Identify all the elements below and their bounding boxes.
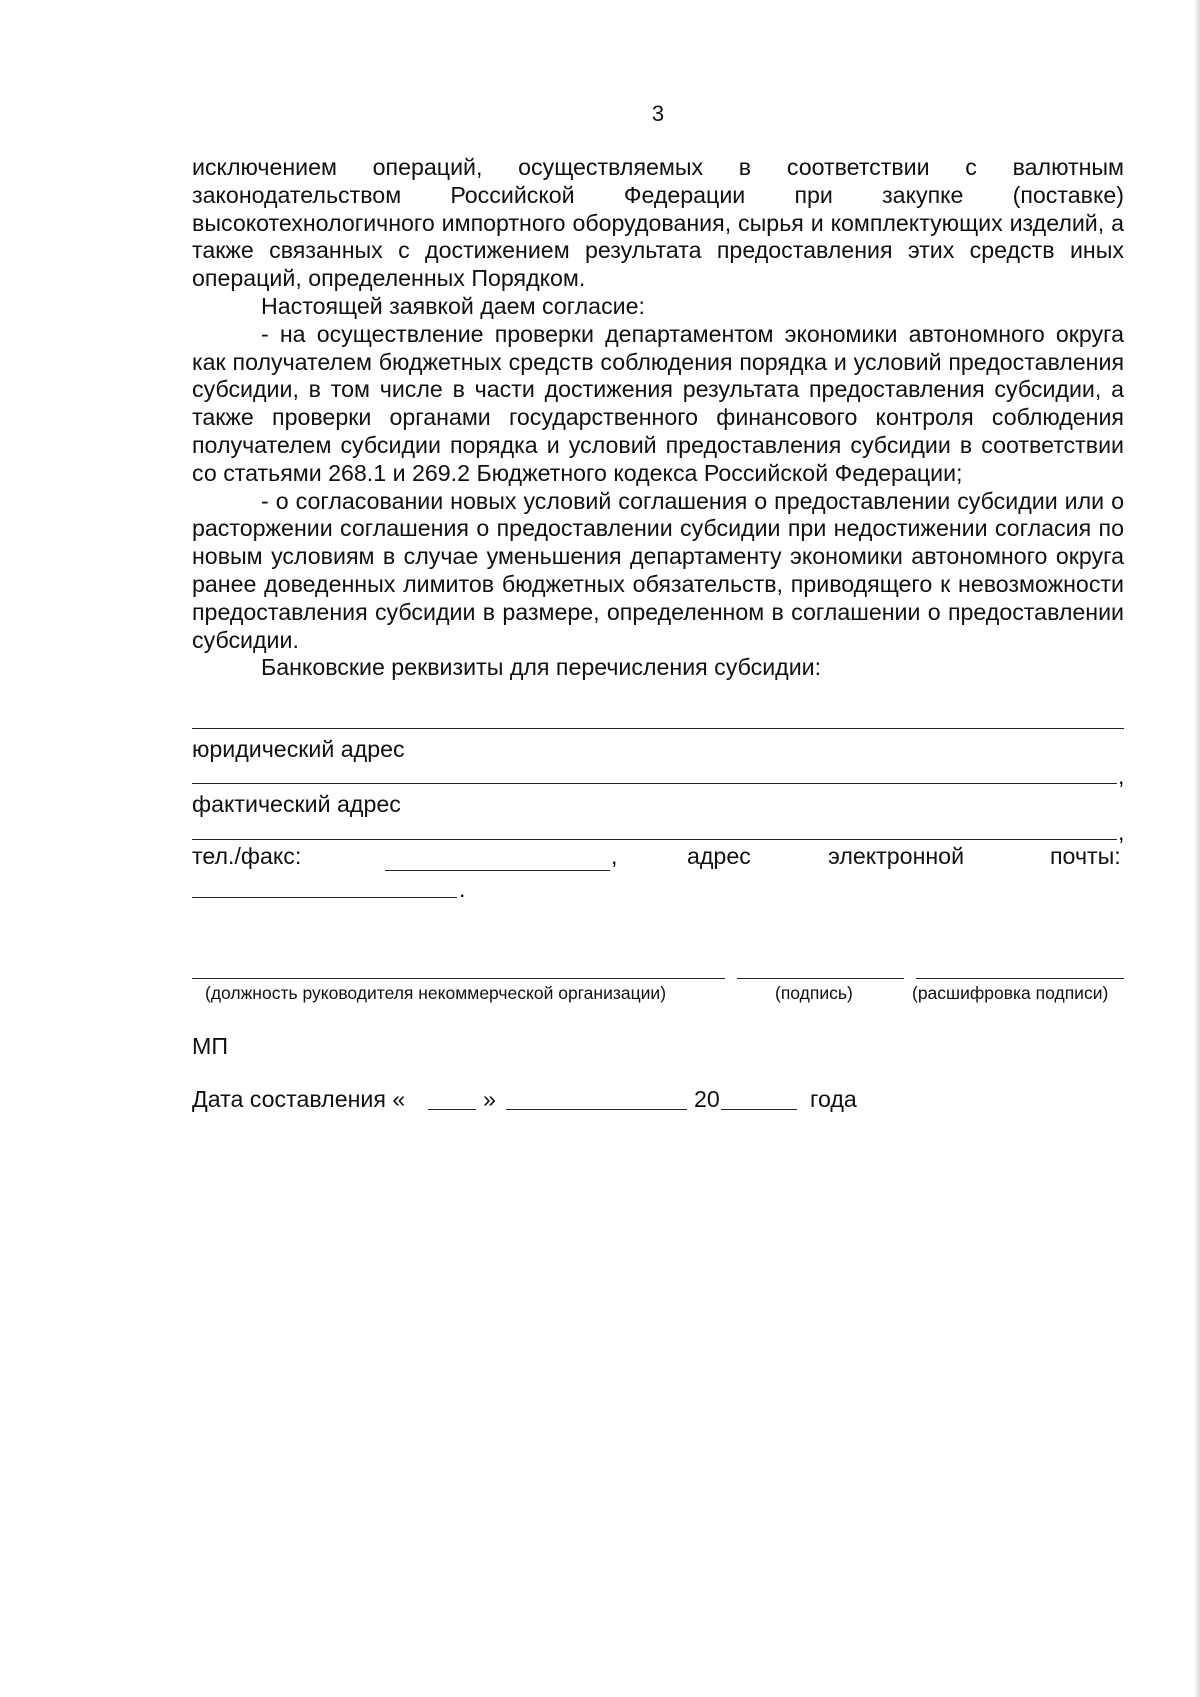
paragraph-consent-agreement: - о согласовании новых условий соглашения о предоставлении субсидии или о расторжении соглашения о предоставлении субсидии при недостижении согласия по новым условиям в случае уменьшения департаменту экономики автономного округа ранее доведенных лимитов бюджетных обязательств, приводящего к невозможности предоставления субсидии в размере, определенном в соглашении о предоставлении субсидии. [192,487,1124,653]
email-label-word-3: почты: [1050,843,1121,869]
page-number: 3 [651,101,665,126]
legal-address-label: юридический адрес [192,736,405,762]
email-label-word-1: адрес [687,843,751,869]
phone-fax-comma: , [611,843,618,869]
application-body [192,154,1124,682]
legal-address-line[interactable] [192,783,1117,784]
date-prefix: Дата составления « [192,1086,406,1112]
date-day-blank[interactable] [428,1109,476,1110]
signature-line[interactable] [737,978,904,979]
phone-fax-label: тел./факс: [192,843,302,869]
date-year-blank[interactable] [721,1109,797,1110]
actual-address-comma: , [1118,819,1125,845]
position-line[interactable] [192,978,725,979]
date-suffix: года [810,1086,857,1112]
paragraph-operations: исключением операций, осуществляемых в соответствии с валютным законодательством Российской Федерации при закупке (поставке) высокотехнологичного импортного оборудования, сырья и комплектующих изделий, а также связанных с достижением результата предоставления этих средств иных операций, определенных Порядком. [192,154,1124,292]
email-period: . [459,876,466,902]
phone-fax-line[interactable] [385,870,610,871]
actual-address-label: фактический адрес [192,791,401,817]
decoding-caption: (расшифровка подписи) [912,983,1109,1003]
legal-address-comma: , [1118,763,1125,789]
signature-caption: (подпись) [775,983,853,1003]
paragraph-consent-inspection: - на осуществление проверки департаментом экономики автономного округа как получателем бюджетных средств соблюдения порядка и условий предоставления субсидии, в том числе в части достижения результата предоставления субсидии, а также проверки органами государственного финансового контроля соблюдения получателем субсидии порядка и условий предоставления субсидии в соответствии со статьями 268.1 и 269.2 Бюджетного кодекса Российской Федерации; [192,320,1124,486]
page-edge-shadow [1194,0,1200,1697]
paragraph-consent-intro: Настоящей заявкой даем согласие: [261,292,645,319]
email-line[interactable] [192,897,457,898]
date-year-prefix: 20 [694,1086,720,1112]
bank-details-line[interactable] [192,728,1124,729]
actual-address-line[interactable] [192,839,1117,840]
date-row [192,1086,932,1116]
paragraph-bank-details: Банковские реквизиты для перечисления субсидии: [261,654,822,681]
decoding-line[interactable] [916,978,1124,979]
email-label-word-2: электронной [828,843,965,869]
date-month-blank[interactable] [506,1109,687,1110]
position-caption: (должность руководителя некоммерческой организации) [205,983,667,1003]
date-close-quote: » [483,1086,496,1112]
stamp-label: МП [192,1033,228,1059]
